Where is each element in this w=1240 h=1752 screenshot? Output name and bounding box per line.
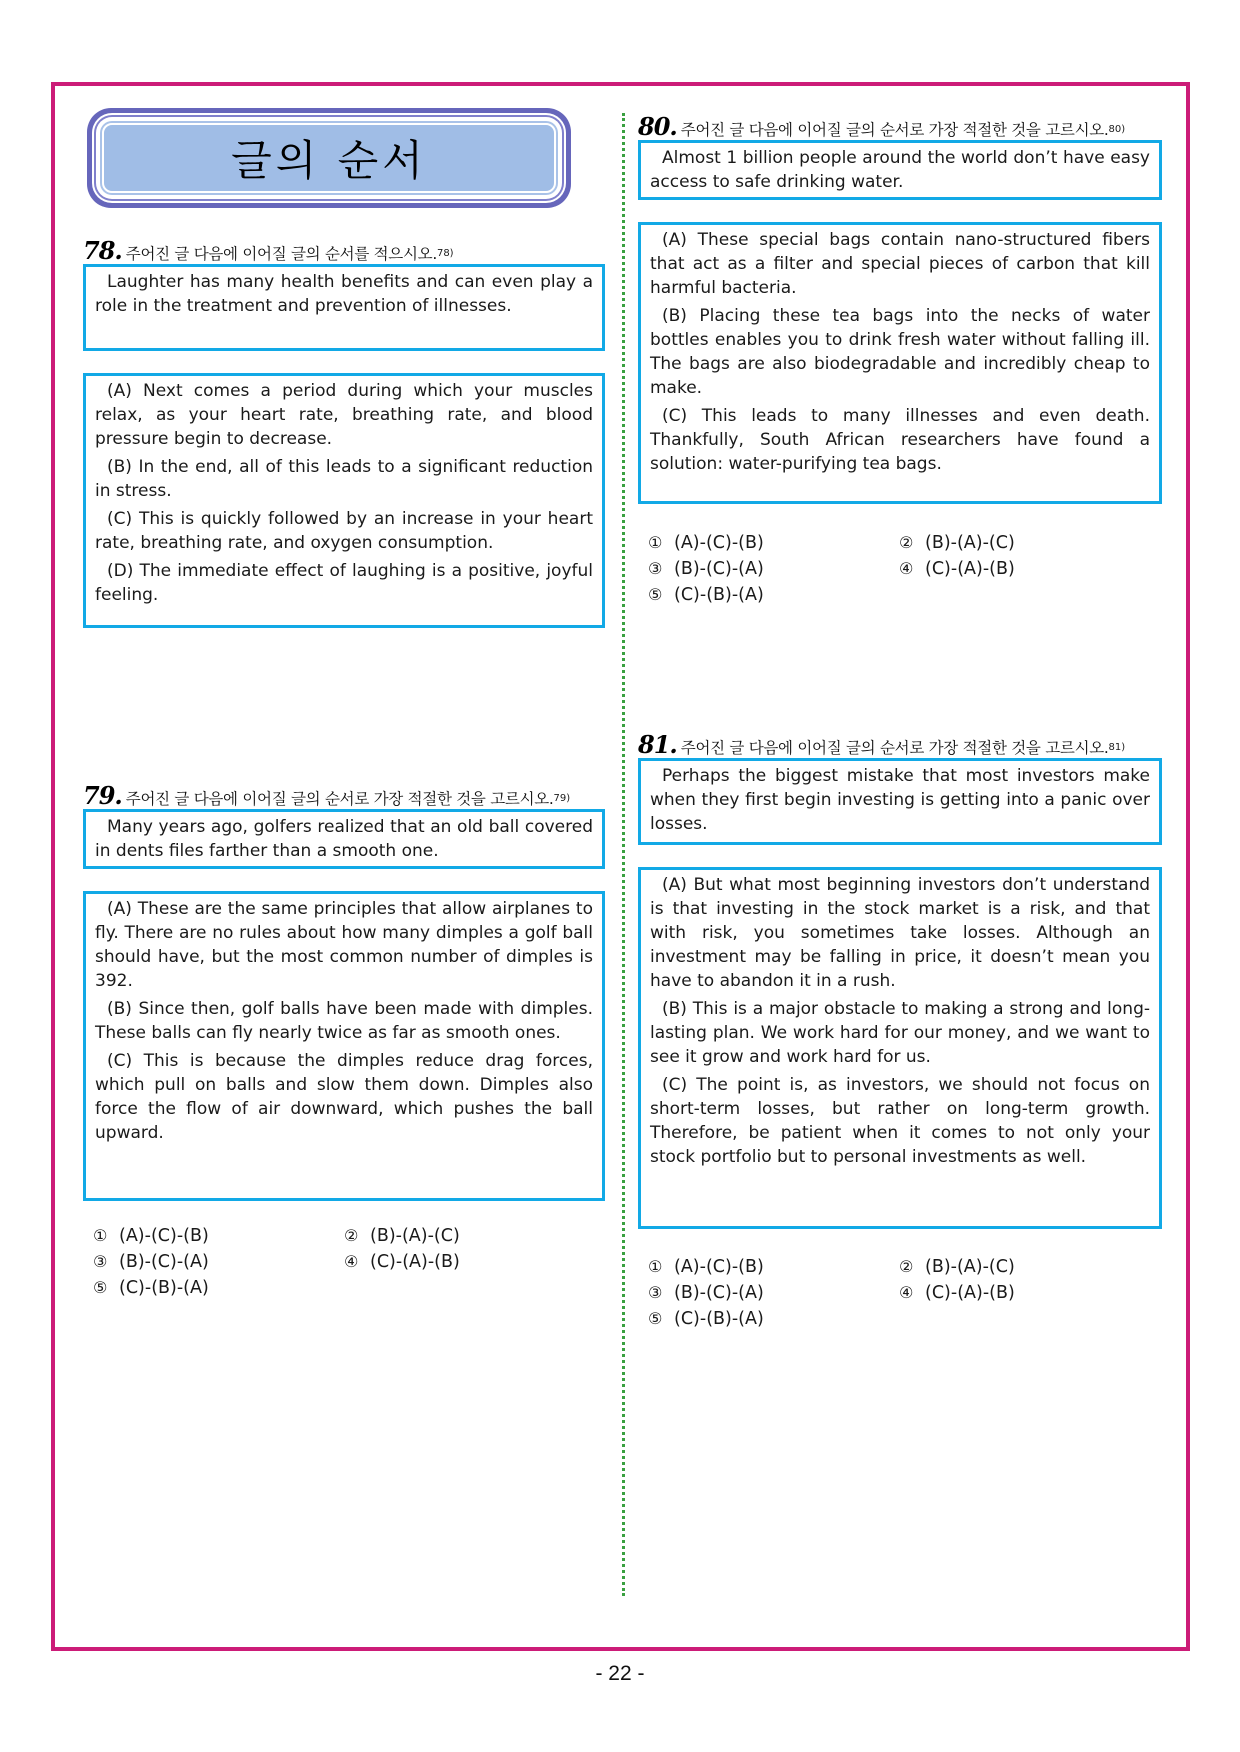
given-passage: Perhaps the biggest mistake that most investors make when they first begin investing is getting into a panic over losses.	[650, 766, 1150, 834]
question-header	[638, 730, 1162, 758]
given-passage-box	[83, 264, 605, 351]
option-1[interactable]: ① (A)-(C)-(B)	[648, 1257, 764, 1277]
question-78	[83, 236, 605, 628]
paragraph-b: (B) Placing these tea bags into the necks of water bottles enables you to drink fresh water without falling ill. The bags are also biodegradable and incredibly cheap to make.	[650, 306, 1150, 398]
option-1[interactable]: ① (A)-(C)-(B)	[648, 533, 764, 553]
paragraph-b: (B) In the end, all of this leads to a significant reduction in stress.	[95, 457, 593, 501]
section-title-banner	[87, 108, 571, 208]
paragraph-b: (B) Since then, golf balls have been made with dimples. These balls can fly nearly twice as far as smooth ones.	[95, 999, 593, 1043]
paragraphs-box	[83, 373, 605, 628]
option-4[interactable]: ④ (C)-(A)-(B)	[899, 559, 1015, 579]
paragraph-a: (A) Next comes a period during which your muscles relax, as your heart rate, breathing rate, and blood pressure begin to decrease.	[95, 381, 593, 449]
question-header	[83, 781, 605, 809]
section-title: 글의 순서	[102, 123, 556, 193]
paragraph-c: (C) This leads to many illnesses and even death. Thankfully, South African researchers have found a solution: water-purifying tea bags.	[650, 406, 1150, 474]
question-number: 81.	[638, 730, 677, 759]
option-2[interactable]: ② (B)-(A)-(C)	[344, 1226, 460, 1246]
given-passage-box	[638, 758, 1162, 845]
answer-options	[83, 1223, 605, 1301]
given-passage-box	[83, 809, 605, 869]
option-2[interactable]: ② (B)-(A)-(C)	[899, 533, 1015, 553]
question-instruction: 주어진 글 다음에 이어질 글의 순서로 가장 적절한 것을 고르시오.	[680, 121, 1109, 139]
paragraph-c: (C) This is because the dimples reduce drag forces, which pull on balls and slow them down. Dimples also force the flow of air downward, which pushes the ball upward.	[95, 1051, 593, 1143]
question-instruction: 주어진 글 다음에 이어질 글의 순서로 가장 적절한 것을 고르시오.	[680, 739, 1109, 757]
given-passage: Laughter has many health benefits and can even play a role in the treatment and prevention of illnesses.	[95, 272, 593, 316]
question-header	[83, 236, 605, 264]
answer-options	[638, 1254, 1162, 1332]
footnote-ref: 78)	[436, 248, 454, 259]
page-number: - 22 -	[595, 1662, 645, 1685]
option-4[interactable]: ④ (C)-(A)-(B)	[344, 1252, 460, 1272]
option-5[interactable]: ⑤ (C)-(B)-(A)	[648, 585, 764, 605]
question-number: 79.	[83, 781, 122, 810]
option-5[interactable]: ⑤ (C)-(B)-(A)	[648, 1309, 764, 1329]
footnote-ref: 81)	[1108, 742, 1126, 753]
option-4[interactable]: ④ (C)-(A)-(B)	[899, 1283, 1015, 1303]
question-number: 78.	[83, 236, 122, 265]
column-divider	[622, 113, 625, 1596]
paragraph-c: (C) This is quickly followed by an increase in your heart rate, breathing rate, and oxygen consumption.	[95, 509, 593, 553]
paragraph-d: (D) The immediate effect of laughing is a positive, joyful feeling.	[95, 561, 593, 605]
footnote-ref: 79)	[553, 793, 571, 804]
given-passage-box	[638, 140, 1162, 200]
question-81	[638, 730, 1162, 1332]
question-instruction: 주어진 글 다음에 이어질 글의 순서로 가장 적절한 것을 고르시오.	[125, 790, 554, 808]
option-2[interactable]: ② (B)-(A)-(C)	[899, 1257, 1015, 1277]
given-passage: Almost 1 billion people around the world don’t have easy access to safe drinking water.	[650, 148, 1150, 192]
paragraphs-box	[638, 222, 1162, 504]
paragraphs-box	[638, 867, 1162, 1229]
question-header	[638, 112, 1162, 140]
question-80	[638, 112, 1162, 608]
paragraph-a: (A) But what most beginning investors don’t understand is that investing in the stock market is a risk, and that with risk, you sometimes take losses. Although an investment may be falling in price, it doesn’t mean you have to abandon it in a rush.	[650, 875, 1150, 991]
given-passage: Many years ago, golfers realized that an old ball covered in dents files farther than a smooth one.	[95, 817, 593, 861]
question-number: 80.	[638, 112, 677, 141]
option-3[interactable]: ③ (B)-(C)-(A)	[93, 1252, 209, 1272]
option-3[interactable]: ③ (B)-(C)-(A)	[648, 559, 764, 579]
question-79	[83, 781, 605, 1301]
paragraph-b: (B) This is a major obstacle to making a strong and long-lasting plan. We work hard for our money, and we want to see it grow and work hard for us.	[650, 999, 1150, 1067]
option-3[interactable]: ③ (B)-(C)-(A)	[648, 1283, 764, 1303]
paragraphs-box	[83, 891, 605, 1201]
answer-options	[638, 530, 1162, 608]
paragraph-a: (A) These are the same principles that allow airplanes to fly. There are no rules about how many dimples a golf ball should have, but the most common number of dimples is 392.	[95, 899, 593, 991]
footnote-ref: 80)	[1108, 124, 1126, 135]
option-1[interactable]: ① (A)-(C)-(B)	[93, 1226, 209, 1246]
paragraph-c: (C) The point is, as investors, we should not focus on short-term losses, but rather on long-term growth. Therefore, be patient when it comes to not only your stock portfolio but to personal investments as well.	[650, 1075, 1150, 1167]
paragraph-a: (A) These special bags contain nano-structured fibers that act as a filter and special pieces of carbon that kill harmful bacteria.	[650, 230, 1150, 298]
question-instruction: 주어진 글 다음에 이어질 글의 순서를 적으시오.	[125, 245, 437, 263]
option-5[interactable]: ⑤ (C)-(B)-(A)	[93, 1278, 209, 1298]
